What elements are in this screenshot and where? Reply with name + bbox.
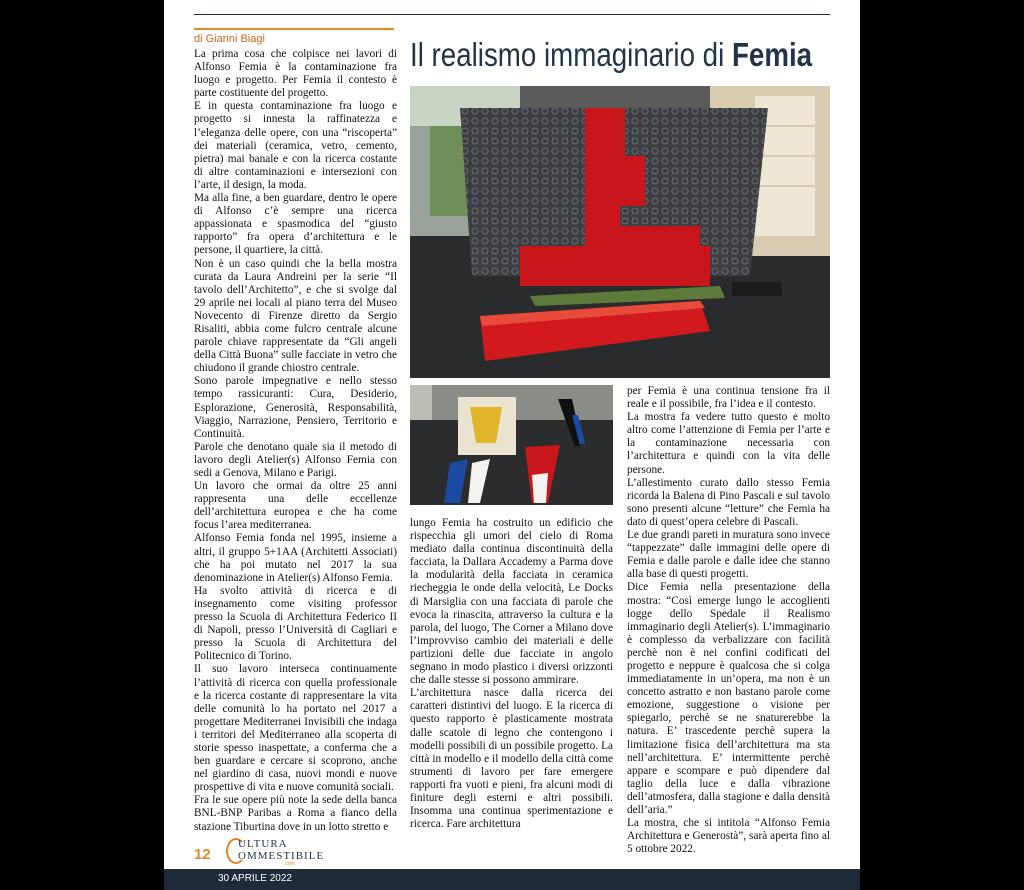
column-3 [627, 385, 830, 856]
exhibit-photo-main [410, 86, 830, 378]
paragraph: Non è un caso quindi che la bella mostra curata da Laura Andreini per la serie “Il tavolo dell’Architetto”, e che si svolge dal 29 aprile nei locali al piano terra del Museo Novecento di Firenze diretto da Sergio Risaliti, abbia come fulcro centrale alcune parole chiave rappresentate da “Gli angeli della Città Buona” sulle facciate in vetro che chiudono il grande chiostro centrale. [194, 257, 397, 375]
logo-line-2: OMMESTIBILE [238, 850, 325, 862]
paragraph: per Femia è una continua tensione fra il reale e il possibile, fra l’idea e il contesto. [627, 385, 830, 411]
paragraph: Il suo lavoro interseca continuamente l’attività di ricerca con quella professionale e la ricerca costante di rappresentare la vita delle comunità lo ha portato nel 2017 a progettare Mediterranei Invisibili che indaga i territori del Mediterraneo alla scoperta di storie spesso inaspettate, a conferma che a ben guardare e cercare si scoprono, anche nel giardino di casa, nuovi mondi e nuove prospettive di vita e nuove comunità sociali. [194, 663, 397, 794]
top-rule [194, 14, 830, 15]
byline: di Gianni Biagi [194, 33, 265, 45]
issue-date: 30 APRILE 2022 [218, 873, 292, 884]
column-2 [410, 517, 613, 831]
paragraph: Fra le sue opere più note la sede della banca BNL-BNP Paribas a Roma a fianco della stazione Tiburtina dove in un lotto stretto e [194, 794, 397, 833]
objects-illustration [410, 385, 613, 505]
paragraph: Parole che denotano quale sia il metodo di lavoro degli Atelier(s) Alfonso Femia con sedi a Genova, Milano e Parigi. [194, 440, 397, 479]
paragraph: La mostra fa vedere tutto questo e molto altro come l’attenzione di Femia per l’arte e la contaminazione necessaria con l’architettura e quindi con la vita delle persone. [627, 411, 830, 476]
cultura-commestibile-logo [226, 838, 336, 868]
sculpture-illustration [410, 86, 830, 378]
byline-rule [194, 28, 394, 30]
magazine-page [164, 0, 860, 890]
title-prefix: Il realismo immaginario di [410, 36, 732, 73]
column-1 [194, 48, 397, 834]
exhibit-photo-objects [410, 385, 613, 505]
paragraph: Dice Femia nella presentazione della mostra: “Così emerge lungo le accoglienti logge dello Spedale il Realismo immaginario degli Atelier(s). L’immaginario è complesso da verbalizzare con facilità perchè non è nei confini codificati del progetto e neppure è qualcosa che si colga immediatamente in un’opera, ma non è un concetto astratto e non bastano parole come emozione, suggestione o visione per spiegarlo, perchè se ne snaturerebbe la natura. E’ trascedente perchè supera la limitazione fisica dell’architettura ma sta nell’architettura. E’ intermittente perchè appare e scompare e può dipendere dal taglio della luce e dalla vibrazione dell’atmosfera, dalla stagione e dalla densità dell’aria.” [627, 581, 830, 816]
paragraph: Ha svolto attività di ricerca e di insegnamento come visiting professor presso la Scuola di Architettura Federico II di Napoli, presso l’Università di Cagliari e presso la Scuola di Architettura del Politecnico di Torino. [194, 584, 397, 663]
page-number: 12 [194, 846, 211, 863]
paragraph: L’architettura nasce dalla ricerca dei caratteri distintivi del luogo. E la ricerca di questo rapporto è plasticamente mostrata dalle scatole di legno che contengono i modelli possibili di un possibile progetto. La città in modello e il modello della città come strumenti di lavoro per fare emergere rapporti fra vuoti e pieni, fra alcuni modi di finiture degli esterni e altri possibili. Insomma una continua sperimentazione e ricerca. Fare architettura [410, 687, 613, 831]
logo-line-1: ULTURA [238, 838, 288, 850]
paragraph: L’allestimento curato dallo stesso Femia ricorda la Balena di Pino Pascali e sul tavolo sono presenti alcune “letture” che Femia ha dato di quest’opera celebre di Pascali. [627, 476, 830, 528]
paragraph: Ma alla fine, a ben guardare, dentro le opere di Alfonso c’è sempre una ricerca appassionata e spasmodica del “giusto rapporto” fra opera d’architettura e le persone, il quartiere, la città. [194, 192, 397, 257]
paragraph: La prima cosa che colpisce nei lavori di Alfonso Femia è la contaminazione fra luogo e progetto. Per Femia il contesto è parte costituente del progetto. [194, 48, 397, 100]
paragraph: lungo Femia ha costruito un edificio che rispecchia gli umori del cielo di Roma mediato dalla continua discontinuità della facciata, la Dallara Accademy a Parma dove la modularità della facciata in ceramica riecheggia le onde della velocità, Le Docks di Marsiglia con una facciata di parole che evoca la rinascita, attraverso la cultura e la parola, del luogo, The Corner a Milano dove l’improvviso cambio dei materiali e delle partizioni delle due facciate in angolo segnano in modo plastico i diversi orizzonti che dalle stesse si possono ammirare. [410, 517, 613, 687]
article-title [410, 36, 812, 74]
paragraph: Le due grandi pareti in muratura sono invece “tappezzate” dalle immagini delle opere di Femia e dalle parole e dalle idee che stanno alla base di questi progetti. [627, 529, 830, 581]
paragraph: Alfonso Femia fonda nel 1995, insieme a altri, il gruppo 5+1AA (Architetti Associati) che ha poi mutato nel 2017 la sua denominazione in Atelier(s) Alfonso Femia. [194, 532, 397, 584]
paragraph: Sono parole impegnative e nello stesso tempo rassicuranti: Cura, Desiderio, Esplorazione, Generosità, Responsabilità, Viaggio, Narrazione, Pensiero, Territorio e Continuità. [194, 375, 397, 440]
paragraph: La mostra, che si intitola “Alfonso Femia Architettura e Generostà”, sarà aperta fino al 5 ottobre 2022. [627, 817, 830, 856]
paragraph: E in questa contaminazione fra luogo e progetto si innesta la raffinatezza e l’eleganza delle opere, con una “riscoperta” dei materiali (ceramica, vetro, cemento, pietra) mai banale e con la ricerca costante di altre contaminazioni e intersezioni con l’arte, il design, la moda. [194, 100, 397, 191]
paragraph: Un lavoro che ormai da oltre 25 anni rappresenta una delle eccellenze dell’architettura europea e che ha come focus l’area mediterranea. [194, 480, 397, 532]
logo-sub: .com [284, 861, 295, 867]
title-bold: Femia [731, 36, 813, 73]
